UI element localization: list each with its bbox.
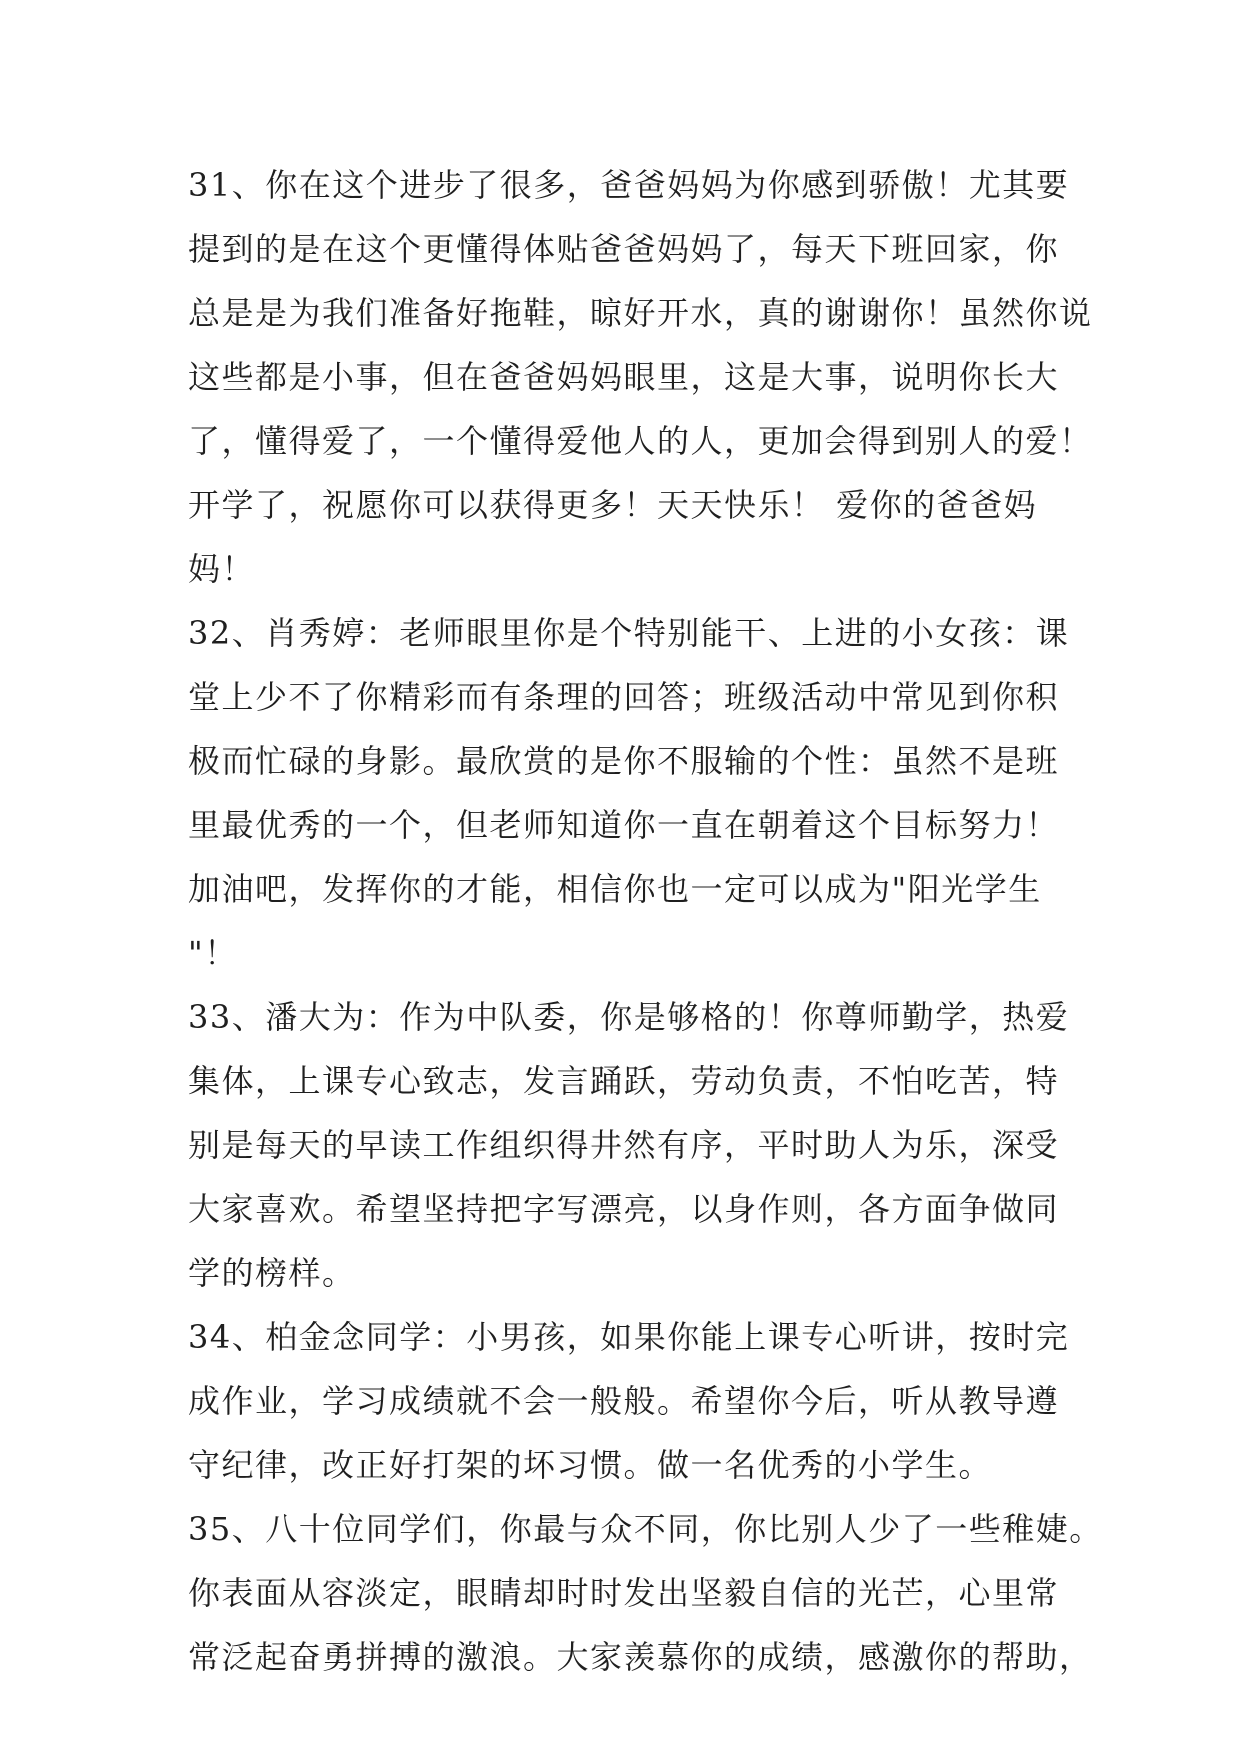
text-line: 别是每天的早读工作组织得井然有序，平时助人为乐，深受 [188, 1126, 1060, 1164]
text-line: 提到的是在这个更懂得体贴爸爸妈妈了，每天下班回家，你 [188, 230, 1060, 268]
paragraph-34 [188, 1305, 1088, 1497]
text-line: 34、柏金念同学：小男孩，如果你能上课专心听讲，按时完 [188, 1318, 1070, 1356]
text-line: 集体，上课专心致志，发言踊跃，劳动负责，不怕吃苦，特 [188, 1062, 1060, 1100]
text-line: 35、八十位同学们，你最与众不同，你比别人少了一些稚婕。 [188, 1510, 1103, 1548]
text-line: 堂上少不了你精彩而有条理的回答；班级活动中常见到你积 [188, 678, 1060, 716]
text-line: 成作业，学习成绩就不会一般般。希望你今后，听从教导遵 [188, 1382, 1060, 1420]
paragraph-33 [188, 985, 1088, 1305]
text-line: 大家喜欢。希望坚持把字写漂亮，以身作则，各方面争做同 [188, 1190, 1060, 1228]
text-line: 了，懂得爱了，一个懂得爱他人的人，更加会得到别人的爱！ [188, 422, 1093, 460]
text-line: 开学了，祝愿你可以获得更多！天天快乐！ 爱你的爸爸妈 [188, 486, 1038, 524]
document-body [188, 153, 1103, 1689]
text-line: 里最优秀的一个，但老师知道你一直在朝着这个目标努力！ [188, 806, 1060, 844]
paragraph-31 [188, 153, 1093, 601]
text-line: "！ [188, 934, 238, 972]
text-line: 总是是为我们准备好拖鞋，晾好开水，真的谢谢你！虽然你说 [188, 294, 1093, 332]
text-line: 极而忙碌的身影。最欣赏的是你不服输的个性：虽然不是班 [188, 742, 1060, 780]
text-line: 守纪律，改正好打架的坏习惯。做一名优秀的小学生。 [188, 1446, 993, 1484]
text-line: 学的榜样。 [188, 1254, 356, 1292]
text-line: 你表面从容淡定，眼睛却时时发出坚毅自信的光芒，心里常 [188, 1574, 1060, 1612]
text-line: 这些都是小事，但在爸爸妈妈眼里，这是大事，说明你长大 [188, 358, 1060, 396]
text-line: 33、潘大为：作为中队委，你是够格的！你尊师勤学，热爱 [188, 998, 1070, 1036]
paragraph-35 [188, 1497, 1103, 1689]
text-line: 31、你在这个进步了很多，爸爸妈妈为你感到骄傲！尤其要 [188, 166, 1070, 204]
text-line: 加油吧，发挥你的才能，相信你也一定可以成为"阳光学生 [188, 870, 1042, 908]
text-line: 妈！ [188, 550, 256, 588]
text-line: 32、肖秀婷：老师眼里你是个特别能干、上进的小女孩：课 [188, 614, 1070, 652]
text-line: 常泛起奋勇拼搏的激浪。大家羡慕你的成绩，感激你的帮助， [188, 1638, 1093, 1676]
paragraph-32 [188, 601, 1088, 985]
